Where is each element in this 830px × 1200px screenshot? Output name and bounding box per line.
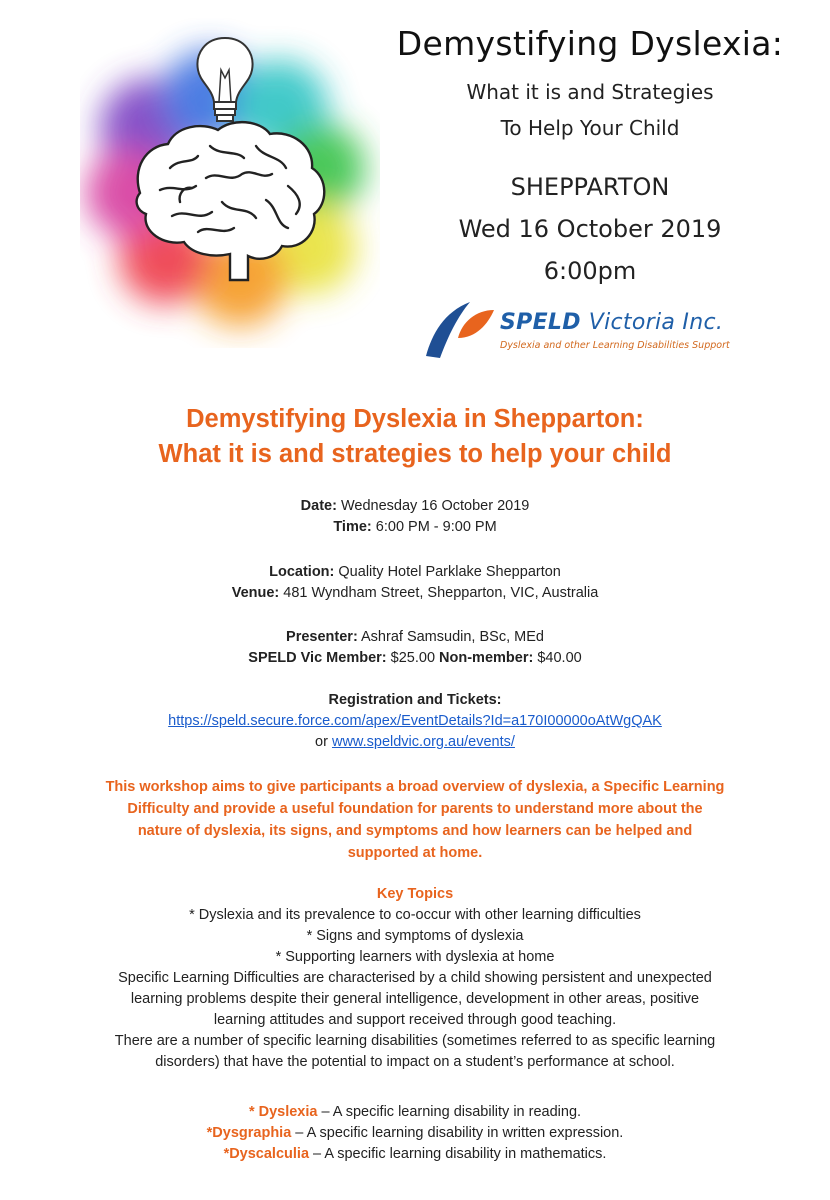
sld-paragraph-line: Specific Learning Difficulties are characterised by a child showing persistent and unexpected <box>118 970 712 986</box>
time-line <box>40 517 790 538</box>
venue-line <box>40 583 790 604</box>
hero-city: SHEPPARTON <box>510 173 670 201</box>
definitions <box>30 1102 800 1165</box>
presenter-block <box>40 627 790 669</box>
definition-term: *Dysgraphia <box>206 1125 292 1141</box>
aims-line-1: This workshop aims to give participants a broad overview of dyslexia, a Specific Learning <box>105 779 725 795</box>
key-topics <box>30 884 800 1073</box>
speld-logo-name <box>500 310 723 335</box>
registration-link-line <box>40 711 790 732</box>
presenter-label: Presenter: <box>286 629 358 645</box>
main-heading-line-1: Demystifying Dyslexia in Shepparton: <box>186 405 644 433</box>
events-link[interactable]: www.speldvic.org.au/events/ <box>331 734 515 750</box>
hero-subtitle-line-2: To Help Your Child <box>500 116 680 140</box>
member-price-value: $25.00 <box>390 650 436 666</box>
definition-text: – A specific learning disability in reading. <box>317 1104 582 1120</box>
hero-subtitle <box>380 74 800 146</box>
definition-dysgraphia <box>30 1123 800 1144</box>
venue-label: Venue: <box>231 585 280 601</box>
member-price-label: SPELD Vic Member: <box>248 650 387 666</box>
main-heading-line-2: What it is and strategies to help your child <box>158 440 672 468</box>
key-topics-heading: Key Topics <box>376 886 454 902</box>
location-label: Location: <box>269 564 335 580</box>
aims-line-4: supported at home. <box>347 845 483 861</box>
date-value: Wednesday 16 October 2019 <box>340 498 530 514</box>
topic-item: * Dyslexia and its prevalence to co-occur with other learning difficulties <box>189 907 641 923</box>
disabilities-paragraph-line: There are a number of specific learning disabilities (sometimes referred to as specific learning <box>114 1033 716 1049</box>
location-line <box>40 562 790 583</box>
speld-logo <box>418 296 748 362</box>
date-line <box>40 496 790 517</box>
logo-name-bold: SPELD <box>500 310 581 335</box>
disabilities-paragraph-line: disorders) that have the potential to impact on a student’s performance at school. <box>155 1054 675 1070</box>
price-line <box>40 648 790 669</box>
registration-label <box>40 690 790 711</box>
brain-lightbulb-illustration <box>80 18 380 348</box>
sld-paragraph-line: learning attitudes and support received through good teaching. <box>213 1012 617 1028</box>
nonmember-price-label: Non-member: <box>439 650 534 666</box>
definition-text: – A specific learning disability in mathematics. <box>309 1146 607 1162</box>
hero-subtitle-line-1: What it is and Strategies <box>466 80 714 104</box>
registration-block <box>40 690 790 753</box>
presenter-value: Ashraf Samsudin, BSc, MEd <box>361 629 544 645</box>
nonmember-price-value: $40.00 <box>537 650 582 666</box>
venue-value: 481 Wyndham Street, Shepparton, VIC, Australia <box>283 585 599 601</box>
hero-event-info <box>380 166 800 292</box>
main-heading <box>40 402 790 472</box>
presenter-line <box>40 627 790 648</box>
logo-name-rest: Victoria Inc. <box>588 310 724 335</box>
registration-label-text: Registration and Tickets: <box>328 692 502 708</box>
definition-term: * Dyslexia <box>248 1104 318 1120</box>
hero-title: Demystifying Dyslexia: <box>396 24 784 63</box>
hero-date: Wed 16 October 2019 <box>458 215 722 243</box>
location-block <box>40 562 790 604</box>
registration-link[interactable]: https://speld.secure.force.com/apex/EventDetails?Id=a170I00000oAtWgQAK <box>168 713 662 729</box>
date-label: Date: <box>300 498 337 514</box>
aims-line-3: nature of dyslexia, its signs, and symptoms and how learners can be helped and <box>137 823 693 839</box>
events-link-line <box>40 732 790 753</box>
definition-dyscalculia <box>30 1144 800 1165</box>
hero-time: 6:00pm <box>543 257 637 285</box>
definition-dyslexia <box>30 1102 800 1123</box>
workshop-aims <box>30 776 800 864</box>
speld-logo-tagline: Dyslexia and other Learning Disabilities Support <box>500 340 730 351</box>
topic-item: * Signs and symptoms of dyslexia <box>306 928 524 944</box>
location-value: Quality Hotel Parklake Shepparton <box>338 564 561 580</box>
speld-swoosh-icon <box>418 298 498 360</box>
time-value: 6:00 PM - 9:00 PM <box>375 519 497 535</box>
or-text: or <box>315 734 328 750</box>
date-time-block <box>40 496 790 538</box>
definition-text: – A specific learning disability in written expression. <box>291 1125 624 1141</box>
sld-paragraph-line: learning problems despite their general intelligence, development in other areas, positive <box>130 991 700 1007</box>
definition-term: *Dyscalculia <box>223 1146 310 1162</box>
topic-item: * Supporting learners with dyslexia at home <box>275 949 555 965</box>
aims-line-2: Difficulty and provide a useful foundation for parents to understand more about the <box>127 801 703 817</box>
time-label: Time: <box>333 519 372 535</box>
